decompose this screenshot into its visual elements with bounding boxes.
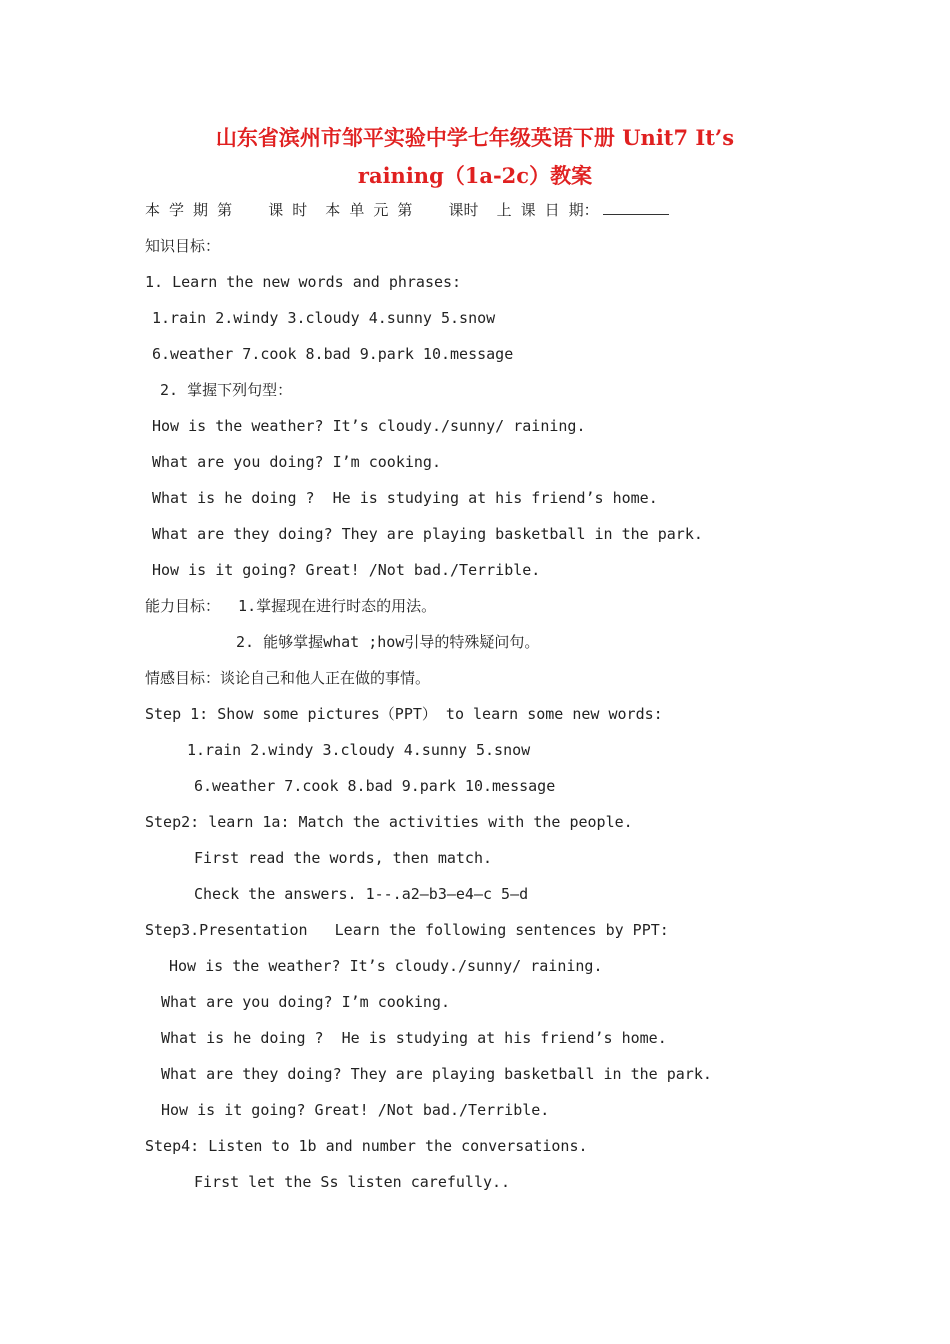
lesson-info-line bbox=[145, 200, 669, 220]
step-4-heading: Step4: Listen to 1b and number the conversations. bbox=[145, 1137, 588, 1155]
knowledge-goals-heading: 知识目标： bbox=[145, 237, 221, 255]
date-blank bbox=[603, 200, 669, 215]
step-3-sentence-5: How is it going? Great! /Not bad./Terrible. bbox=[161, 1101, 550, 1119]
step-3-sentence-3: What is he doing ? He is studying at his friend’s home. bbox=[161, 1029, 667, 1047]
sentence-1: How is the weather? It’s cloudy./sunny/ raining. bbox=[152, 417, 586, 435]
document-title-line-1: 山东省滨州市邹平实验中学七年级英语下册 Unit7 It’s bbox=[215, 125, 735, 150]
goal-1-text: 1. Learn the new words and phrases: bbox=[145, 273, 462, 291]
step-1-words-2: 6.weather 7.cook 8.bad 9.park 10.message bbox=[194, 777, 556, 795]
word-list-1: 1.rain 2.windy 3.cloudy 4.sunny 5.snow bbox=[152, 309, 496, 327]
step-3-sentence-2: What are you doing? I’m cooking. bbox=[161, 993, 450, 1011]
sentence-2: What are you doing? I’m cooking. bbox=[152, 453, 441, 471]
goal-2-text: 2. 掌握下列句型： bbox=[160, 381, 293, 399]
ability-goals-1: 能力目标： 1.掌握现在进行时态的用法。 bbox=[145, 597, 437, 615]
sentence-3: What is he doing ? He is studying at his friend’s home. bbox=[152, 489, 658, 507]
lesson-info-text: 本 学 期 第 课 时 本 单 元 第 课时 上 课 日 期： bbox=[145, 201, 599, 219]
step-3-sentence-1: How is the weather? It’s cloudy./sunny/ raining. bbox=[169, 957, 603, 975]
step-2-answers: Check the answers. 1--.a2—b3—e4—c 5—d bbox=[194, 885, 529, 903]
document-title-line-2: raining（1a-2c）教案 bbox=[357, 163, 593, 188]
step-3-sentence-4: What are they doing? They are playing basketball in the park. bbox=[161, 1065, 712, 1083]
step-2-instruction: First read the words, then match. bbox=[194, 849, 493, 867]
step-4-instruction: First let the Ss listen carefully.. bbox=[194, 1173, 511, 1191]
word-list-2: 6.weather 7.cook 8.bad 9.park 10.message bbox=[152, 345, 514, 363]
step-2-heading: Step2: learn 1a: Match the activities with the people. bbox=[145, 813, 633, 831]
step-3-heading: Step3.Presentation Learn the following sentences by PPT: bbox=[145, 921, 669, 939]
step-1-words-1: 1.rain 2.windy 3.cloudy 4.sunny 5.snow bbox=[187, 741, 531, 759]
sentence-4: What are they doing? They are playing basketball in the park. bbox=[152, 525, 703, 543]
emotion-goals: 情感目标：谈论自己和他人正在做的事情。 bbox=[145, 669, 431, 687]
ability-goals-2: 2. 能够掌握what ;how引导的特殊疑问句。 bbox=[236, 633, 540, 651]
step-1-heading: Step 1: Show some pictures（PPT） to learn some new words: bbox=[145, 705, 663, 723]
sentence-5: How is it going? Great! /Not bad./Terrible. bbox=[152, 561, 541, 579]
